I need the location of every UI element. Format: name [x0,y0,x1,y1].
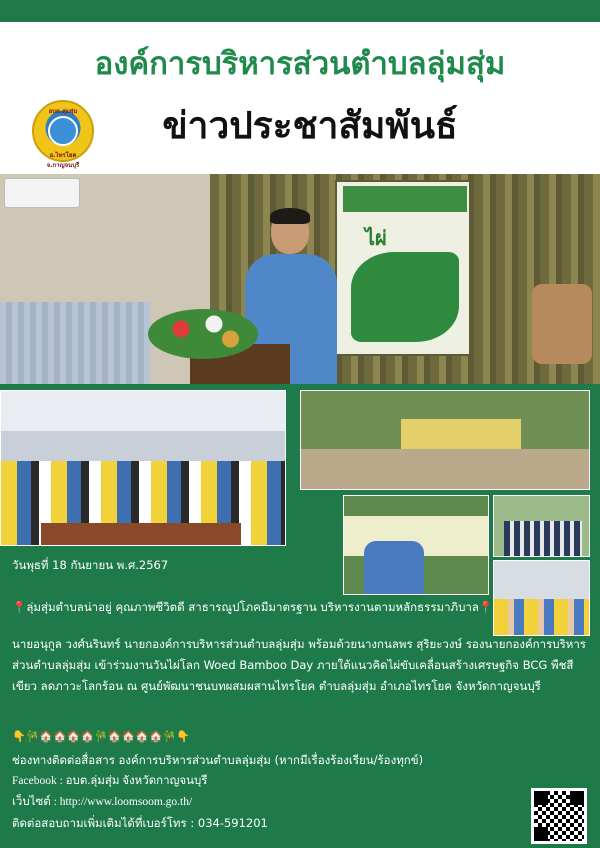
flower-arrangement [148,309,258,359]
people-line [504,521,582,557]
banner-header [343,186,467,212]
ground [301,449,590,490]
air-conditioner [4,178,80,208]
photo-group-audience [0,390,286,546]
contact-block [12,750,532,834]
ceiling [1,391,286,431]
org-title: องค์การบริหารส่วนตำบลลุ่มสุ่ม [94,46,506,82]
logo-text-top: อบต.ลุ่มสุ่ม [48,108,78,115]
phone-number: ติดต่อสอบถามเพิ่มเติมได้ที่เบอร์โทร : 034-591201 [12,816,268,830]
bamboo-leaf-graphic [351,252,459,342]
people [364,541,424,595]
banner-word: ไผ่ [365,226,387,250]
logo-center [48,116,78,146]
curtain [0,302,150,384]
bamboo-decoration [532,284,592,364]
org-logo-icon [32,100,94,169]
post-headline: 📍ลุ่มสุ่มตำบลน่าอยู่ คุณภาพชีวิตดี สาธารณูปโภคมีมาตรฐาน บริหารงานตามหลักธรรมาภิบาล📍 [12,600,494,614]
emoji-divider: 👇🎋🏠🏠🏠🏠🎋🏠🏠🏠🏠🎋👇 [12,730,191,743]
website-link[interactable]: เว็บไซต์ : http://www.loomsoom.go.th/ [12,796,193,808]
photo-outdoor-walk [300,390,590,490]
photo-bamboo-gift [343,495,489,595]
event-banner [335,180,471,356]
post-body: นายอนุกูล วงศ์นรินทร์ นายกองค์การบริหารส่วนตำบลลุ่มสุ่ม พร้อมด้วยนางกนลพร สุริยะวงษ์ รองนายกองค์การบริหารส่วนตำบลลุ่มสุ่ม เข้าร่วมงานวันไผ่โลก Woed Bamboo Day ภายใต้แนวคิดไผ่ขับเคลื่อนสร้างเศรษฐกิจ BCG พืชสีเขียว ลดภาวะโลกร้อน ณ ศูนย์พัฒนาชนบทผสมผสานไทรโยค ตำบลลุ่มสุ่ม อำเภอไทรโยค จังหวัดกาญจนบุรี [12,637,586,693]
logo-text-bottom: อ.ไทรโยค จ.กาญจนบุรี [46,152,80,169]
news-title: ข่าวประชาสัมพันธ์ [162,103,458,147]
top-band [0,0,600,22]
post-date: วันพุธที่ 18 กันยายน พ.ศ.2567 [12,558,169,572]
qr-code[interactable] [531,788,587,844]
front-table [41,523,241,546]
facebook-link[interactable]: Facebook : อบต.ลุ่มสุ่ม จังหวัดกาญจนบุรี [12,775,208,787]
photo-seated-group [493,560,590,636]
speaker-hair [270,208,310,224]
qr-code-icon [534,791,584,841]
hero-photo [0,174,600,384]
contact-line: ช่องทางติดต่อสื่อสาร องค์การบริหารส่วนตำบลลุ่มสุ่ม (หากมีเรื่องร้องเรียน/ร้องทุกข์) [12,753,424,767]
photo-group-line [493,495,590,557]
building [401,419,521,449]
